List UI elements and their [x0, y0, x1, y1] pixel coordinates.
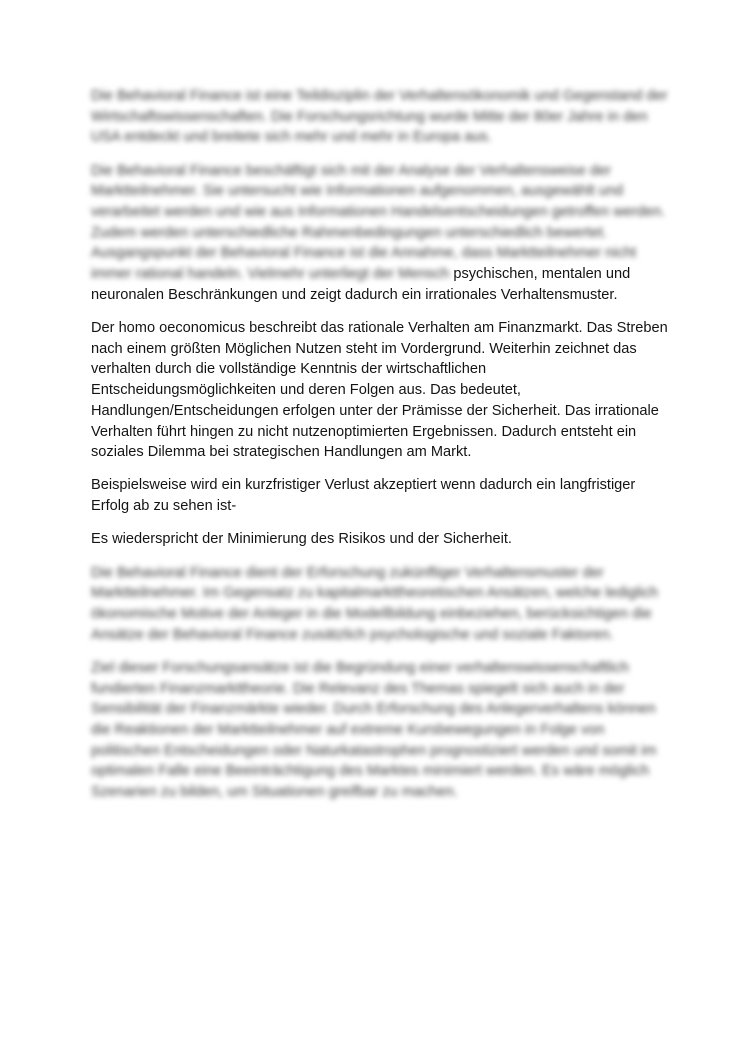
- document-body: [91, 86, 671, 815]
- paragraph-visible-part: psychischen, mentalen und neuronalen Beschränkungen und zeigt dadurch ein irrationales Verhaltensmuster.: [91, 266, 631, 303]
- paragraph-research: Die Behavioral Finance dient der Erforschung zukünftiger Verhaltensmuster der Marktteilnehmer. Im Gegensatz zu kapitalmarkttheoretischen Ansätzen, welche lediglich ökonomische Motive der Anleger in die Modellbildung einbeziehen, berücksichtigen die Ansätze der Behavioral Finance zusätzlich psychologische und soziale Faktoren.: [91, 564, 659, 643]
- paragraph-risk: Es wiederspricht der Minimierung des Risikos und der Sicherheit.: [91, 531, 512, 548]
- paragraph-blurred-part: Die Behavioral Finance beschäftigt sich mit der Analyse der Verhaltensweise der Marktteilnehmer. Sie untersucht wie Informationen aufgenommen, ausgewählt und verarbeitet werden und wie aus Informationen Handelsentscheidungen getroffen werden. Zudem werden unterschiedliche Rahmenbedingungen unterschiedlich bewertet. Ausgangspunkt der Behavioral Finance ist die Annahme, dass Marktteilnehmer nicht immer rational handeln. Vielmehr unterliegt der Mensch: [91, 162, 666, 283]
- paragraph-example: Beispielsweise wird ein kurzfristiger Verlust akzeptiert wenn dadurch ein langfristiger Erfolg ab zu sehen ist-: [91, 477, 636, 515]
- paragraph-homo-oeconomicus: Der homo oeconomicus beschreibt das rationale Verhalten am Finanzmarkt. Das Streben nach einem größten Möglichen Nutzen steht im Vordergrund. Weiterhin zeichnet das verhalten durch die vollständige Kenntnis der wirtschaftlichen Entscheidungsmöglichkeiten und deren Folgen aus. Das bedeutet, Handlungen/Entscheidungen erfolgen unter der Prämisse der Sicherheit. Das irrationale Verhalten führt hingen zu nicht nutzenoptimierten Ergebnissen. Dadurch entsteht ein soziales Dilemma bei strategischen Handlungen am Markt.: [91, 320, 668, 461]
- paragraph-intro: Die Behavioral Finance ist eine Teildisziplin der Verhaltensökonomik und Gegenstand der Wirtschaftswissenschaften. Die Forschungsrichtung wurde Mitte der 80er Jahre in den USA entdeckt und breitete sich mehr und mehr in Europa aus.: [91, 88, 668, 146]
- paragraph-behavioral-finance-analysis: [91, 161, 671, 306]
- paragraph-goal: Ziel dieser Forschungsansätze ist die Begründung einer verhaltenswissenschaftlich fundierten Finanzmarkttheorie. Die Relevanz des Themas spiegelt sich auch in der Sensibilität der Finanzmärkte wieder. Durch Erforschung des Anlegerverhaltens können die Reaktionen der Marktteilnehmer auf extreme Kursbewegungen in Folge von politischen Entscheidungen oder Naturkatastrophen prognostiziert werden und somit im optimalen Falle eine Beeinträchtigung des Marktes minimiert werden. Es wäre möglich Szenarien zu bilden, um Situationen greifbar zu machen.: [91, 659, 657, 801]
